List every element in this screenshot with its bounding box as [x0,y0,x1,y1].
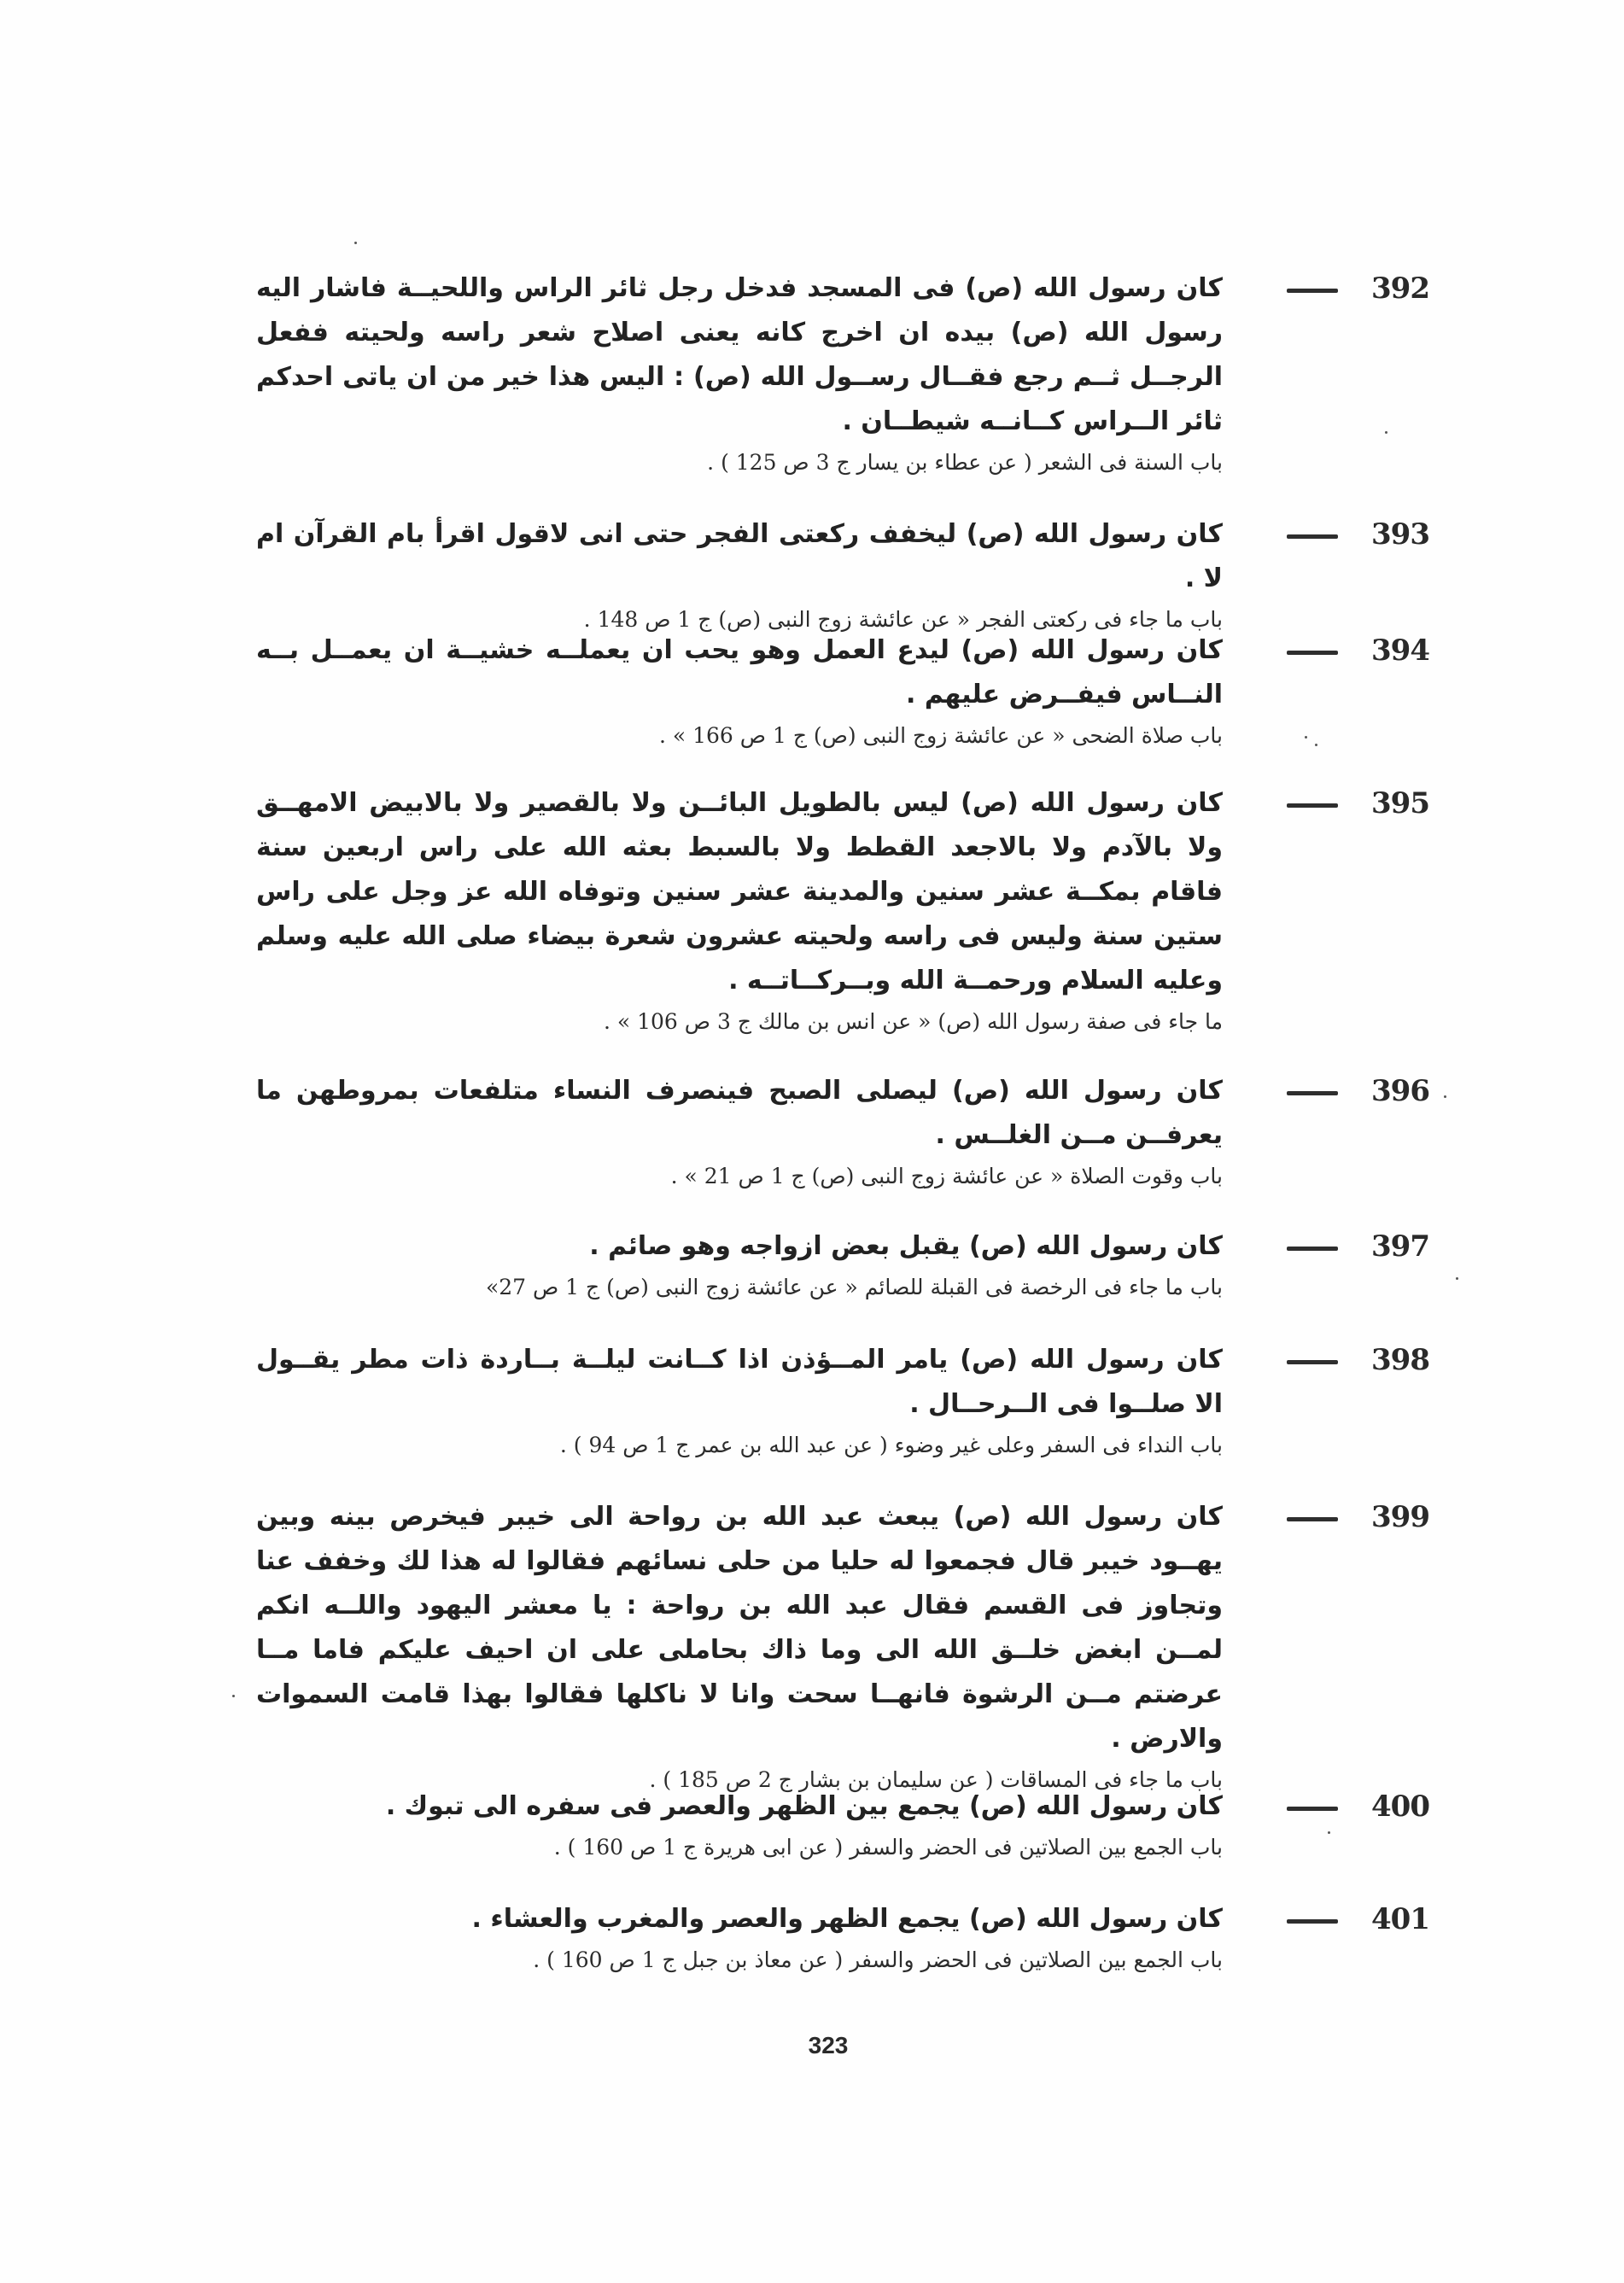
entry-number: 394 [1371,634,1429,668]
hadith-text: كان رسول الله (ص) فى المسجد فدخل رجل ثائر الراس واللحيــة فاشار اليه رسول الله (ص) بيده ان اخرج كانه يعنى اصلاح شعر راسه ولحيته ففعل الرجــل ثــم رجع فقــال رســول الله (ص) : اليس هذا خير من ان ياتى احدكم ثائر الــراس كــانــه شيطــان . [256,273,1223,436]
citation: باب ما جاء فى ركعتى الفجر « عن عائشة زوج النبى (ص) ج 1 ص 148 . [583,607,1223,632]
scan-speck [232,1695,235,1697]
scan-speck [1315,744,1317,746]
citation: ما جاء فى صفة رسول الله (ص) « عن انس بن مالك ج 3 ص 106 » . [603,1009,1223,1034]
scan-speck [1444,1095,1446,1098]
dash-separator [1287,289,1338,293]
entry-body [256,266,1223,482]
entry-number: 392 [1371,272,1429,306]
dash-separator [1287,1919,1338,1924]
citation: باب الجمع بين الصلاتين فى الحضر والسفر ( عن ابى هريرة ج 1 ص 160 ) . [553,1835,1223,1860]
hadith-text: كان رسول الله (ص) يقبل بعض ازواجه وهو صائم . [589,1231,1223,1261]
hadith-text: كان رسول الله (ص) يامر المــؤذن اذا كــانت ليلــة بــاردة ذات مطر يقــول الا صلــوا فى الــرحــال . [256,1345,1223,1419]
page-number: 323 [808,2032,849,2058]
hadith-text: كان رسول الله (ص) يبعث عبد الله بن رواحة الى خيبر فيخرص بينه وبين يهــود خيبر قال فجمعوا له حليا من حلى نسائهم فقالوا له هذا لك وخفف عنا وتجاوز فى القسم فقال عبد الله بن رواحة : يا معشر اليهود واللــه انكم لمــن ابغض خلــق الله الى وما ذاك بحاملى على ان احيف عليكم فاما مــا عرضتم مــن الرشوة فانهــا سحت وانا لا ناكلها فقالوا بهذا قامت السموات والارض . [256,1502,1223,1754]
dash-separator [1287,1091,1338,1095]
entry-body [256,781,1223,1041]
citation: باب صلاة الضحى « عن عائشة زوج النبى (ص) ج 1 ص 166 » . [658,723,1223,748]
entry-body [256,1338,1223,1464]
hadith-text: كان رسول الله (ص) ليصلى الصبح فينصرف النساء متلفعات بمروطهن ما يعرفــن مــن الغلــس . [256,1076,1223,1150]
entry-number: 401 [1371,1902,1429,1936]
entry-number: 399 [1371,1500,1429,1534]
entry-body [256,1784,1223,1866]
dash-separator [1287,651,1338,655]
hadith-text: كان رسول الله (ص) يجمع الظهر والعصر والمغرب والعشاء . [471,1904,1223,1934]
entry-body [256,1224,1223,1306]
dash-separator [1287,1247,1338,1251]
citation: باب ما جاء فى المساقات ( عن سليمان بن بشار ج 2 ص 185 ) . [649,1767,1223,1792]
entry-body [256,1897,1223,1979]
dash-separator [1287,1517,1338,1521]
entry-number: 400 [1371,1790,1429,1824]
entry-body [256,1495,1223,1799]
entry-body [256,512,1223,639]
dash-separator [1287,1807,1338,1811]
scan-speck [1456,1277,1458,1280]
hadith-text: كان رسول الله (ص) يجمع بين الظهر والعصر فى سفره الى تبوك . [385,1791,1223,1821]
entry-number: 397 [1371,1229,1429,1264]
citation: باب السنة فى الشعر ( عن عطاء بن يسار ج 3 ص 125 ) . [707,450,1223,475]
entry-number: 398 [1371,1343,1429,1377]
dash-separator [1287,1360,1338,1364]
scan-speck [1305,736,1307,739]
dash-separator [1287,803,1338,808]
scan-speck [1328,1831,1330,1834]
entry-body [256,628,1223,755]
entry-number: 396 [1371,1074,1429,1108]
citation: باب ما جاء فى الرخصة فى القبلة للصائم « عن عائشة زوج النبى (ص) ج 1 ص 27» [485,1275,1223,1299]
hadith-text: كان رسول الله (ص) ليس بالطويل البائــن ولا بالقصير ولا بالابيض الامهــق ولا بالآدم ولا بالاجعد القطط ولا بالسبط بعثه الله على راس اربعين سنة فاقام بمكــة عشر سنين والمدينة عشر سنين وتوفاه الله عز وجل على راس ستين سنة وليس فى راسه ولحيته عشرون شعرة بيضاء صلى الله عليه وسلم وعليه السلام ورحمــة الله وبــركــاتــه . [256,788,1223,996]
scan-speck [354,242,357,244]
entry-number: 393 [1371,517,1429,552]
dash-separator [1287,534,1338,539]
entry-number: 395 [1371,786,1429,820]
entry-body [256,1069,1223,1195]
hadith-text: كان رسول الله (ص) ليخفف ركعتى الفجر حتى انى لاقول اقرأ بام القرآن ام لا . [256,519,1223,593]
citation: باب الجمع بين الصلاتين فى الحضر والسفر ( عن معاذ بن جبل ج 1 ص 160 ) . [533,1947,1223,1972]
citation: باب وقوت الصلاة « عن عائشة زوج النبى (ص) ج 1 ص 21 » . [670,1164,1223,1188]
citation: باب النداء فى السفر وعلى غير وضوء ( عن عبد الله بن عمر ج 1 ص 94 ) . [559,1433,1223,1457]
scan-speck [1385,431,1387,434]
hadith-text: كان رسول الله (ص) ليدع العمل وهو يحب ان يعملــه خشيــة ان يعمــل بــه النــاس فيفــرض عليهم . [256,635,1223,709]
